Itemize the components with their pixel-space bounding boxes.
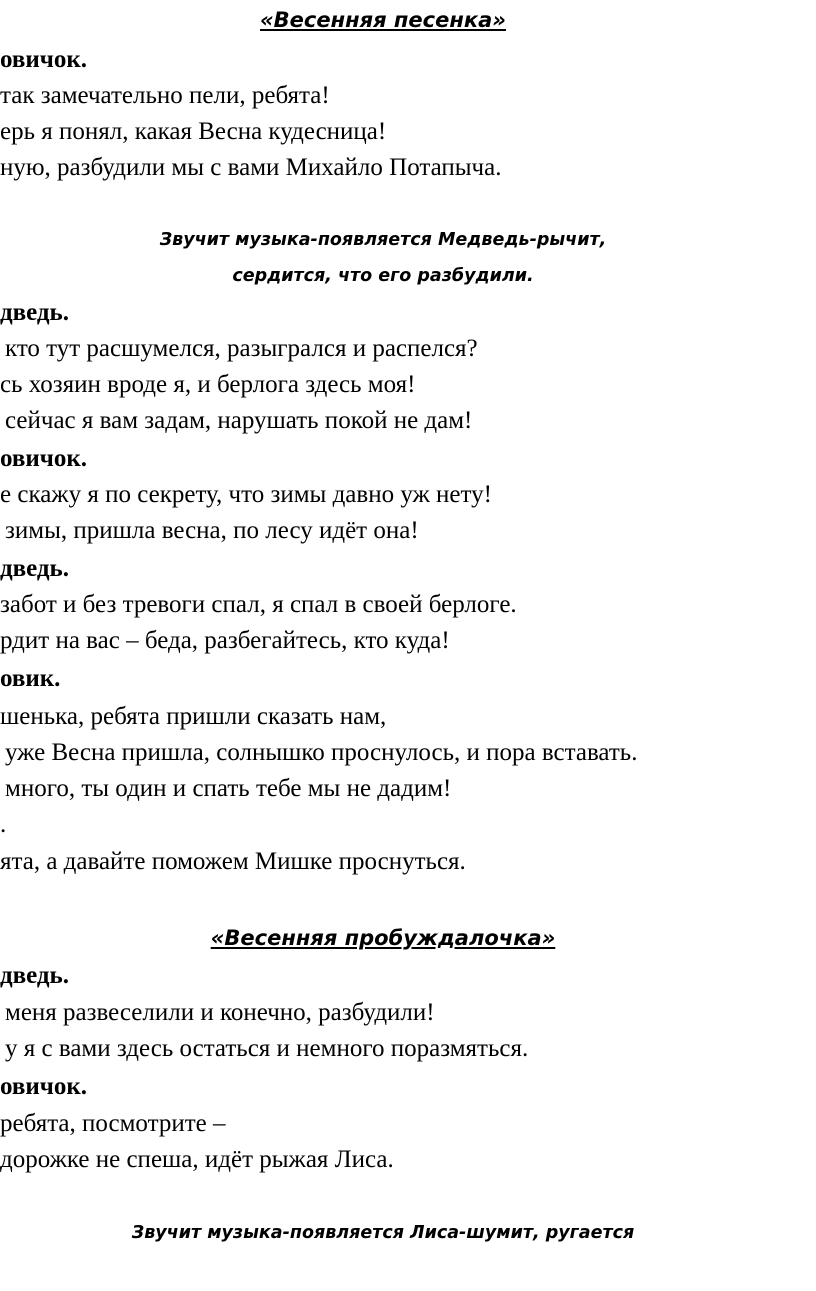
- speaker-label: овичок.: [0, 445, 88, 472]
- dialogue-line: сь хозяин вроде я, и берлога здесь моя!: [0, 371, 416, 398]
- song-title-1: «Весенняя песенка»: [260, 8, 506, 32]
- dialogue-line: забот и без тревоги спал, я спал в своей берлоге.: [0, 591, 517, 618]
- dialogue-line: дорожке не спеша, идёт рыжая Лиса.: [0, 1146, 394, 1173]
- speaker-label: овичок.: [0, 1073, 88, 1100]
- dialogue-line: е скажу я по секрету, что зимы давно уж нету!: [0, 481, 492, 508]
- dialogue-line: много, ты один и спать тебе мы не дадим!: [5, 775, 452, 802]
- stage-direction: Звучит музыка-появляется Лиса-шумит, ругается: [131, 1223, 635, 1243]
- song-title-2: «Весенняя пробуждалочка»: [210, 926, 556, 950]
- dialogue-line: .: [0, 811, 7, 838]
- dialogue-line: ята, а давайте поможем Мишке проснуться.: [0, 848, 466, 875]
- dialogue-line: меня развеселили и конечно, разбудили!: [5, 999, 435, 1026]
- dialogue-line: ерь я понял, какая Весна кудесница!: [0, 118, 387, 145]
- speaker-label: дведь.: [0, 299, 70, 326]
- stage-direction: сердится, что его разбудили.: [232, 266, 534, 286]
- speaker-label: овик.: [0, 665, 61, 692]
- dialogue-line: кто тут расшумелся, разыгрался и распелся?: [5, 335, 478, 362]
- dialogue-line: шенька, ребята пришли сказать нам,: [0, 703, 387, 730]
- speaker-label: дведь.: [0, 962, 70, 989]
- dialogue-line: уже Весна пришла, солнышко проснулось, и пора вставать.: [5, 739, 638, 766]
- stage-direction: Звучит музыка-появляется Медведь-рычит,: [159, 230, 607, 250]
- dialogue-line: ребята, посмотрите –: [0, 1110, 226, 1137]
- dialogue-line: так замечательно пели, ребята!: [0, 82, 330, 109]
- dialogue-line: рдит на вас – беда, разбегайтесь, кто куда!: [0, 627, 450, 654]
- dialogue-line: сейчас я вам задам, нарушать покой не дам!: [5, 407, 473, 434]
- dialogue-line: ную, разбудили мы с вами Михайло Потапыча.: [0, 154, 502, 181]
- dialogue-line: у я с вами здесь остаться и немного поразмяться.: [5, 1035, 529, 1062]
- dialogue-line: зимы, пришла весна, по лесу идёт она!: [5, 517, 419, 544]
- speaker-label: дведь.: [0, 555, 70, 582]
- speaker-label: овичок.: [0, 46, 88, 73]
